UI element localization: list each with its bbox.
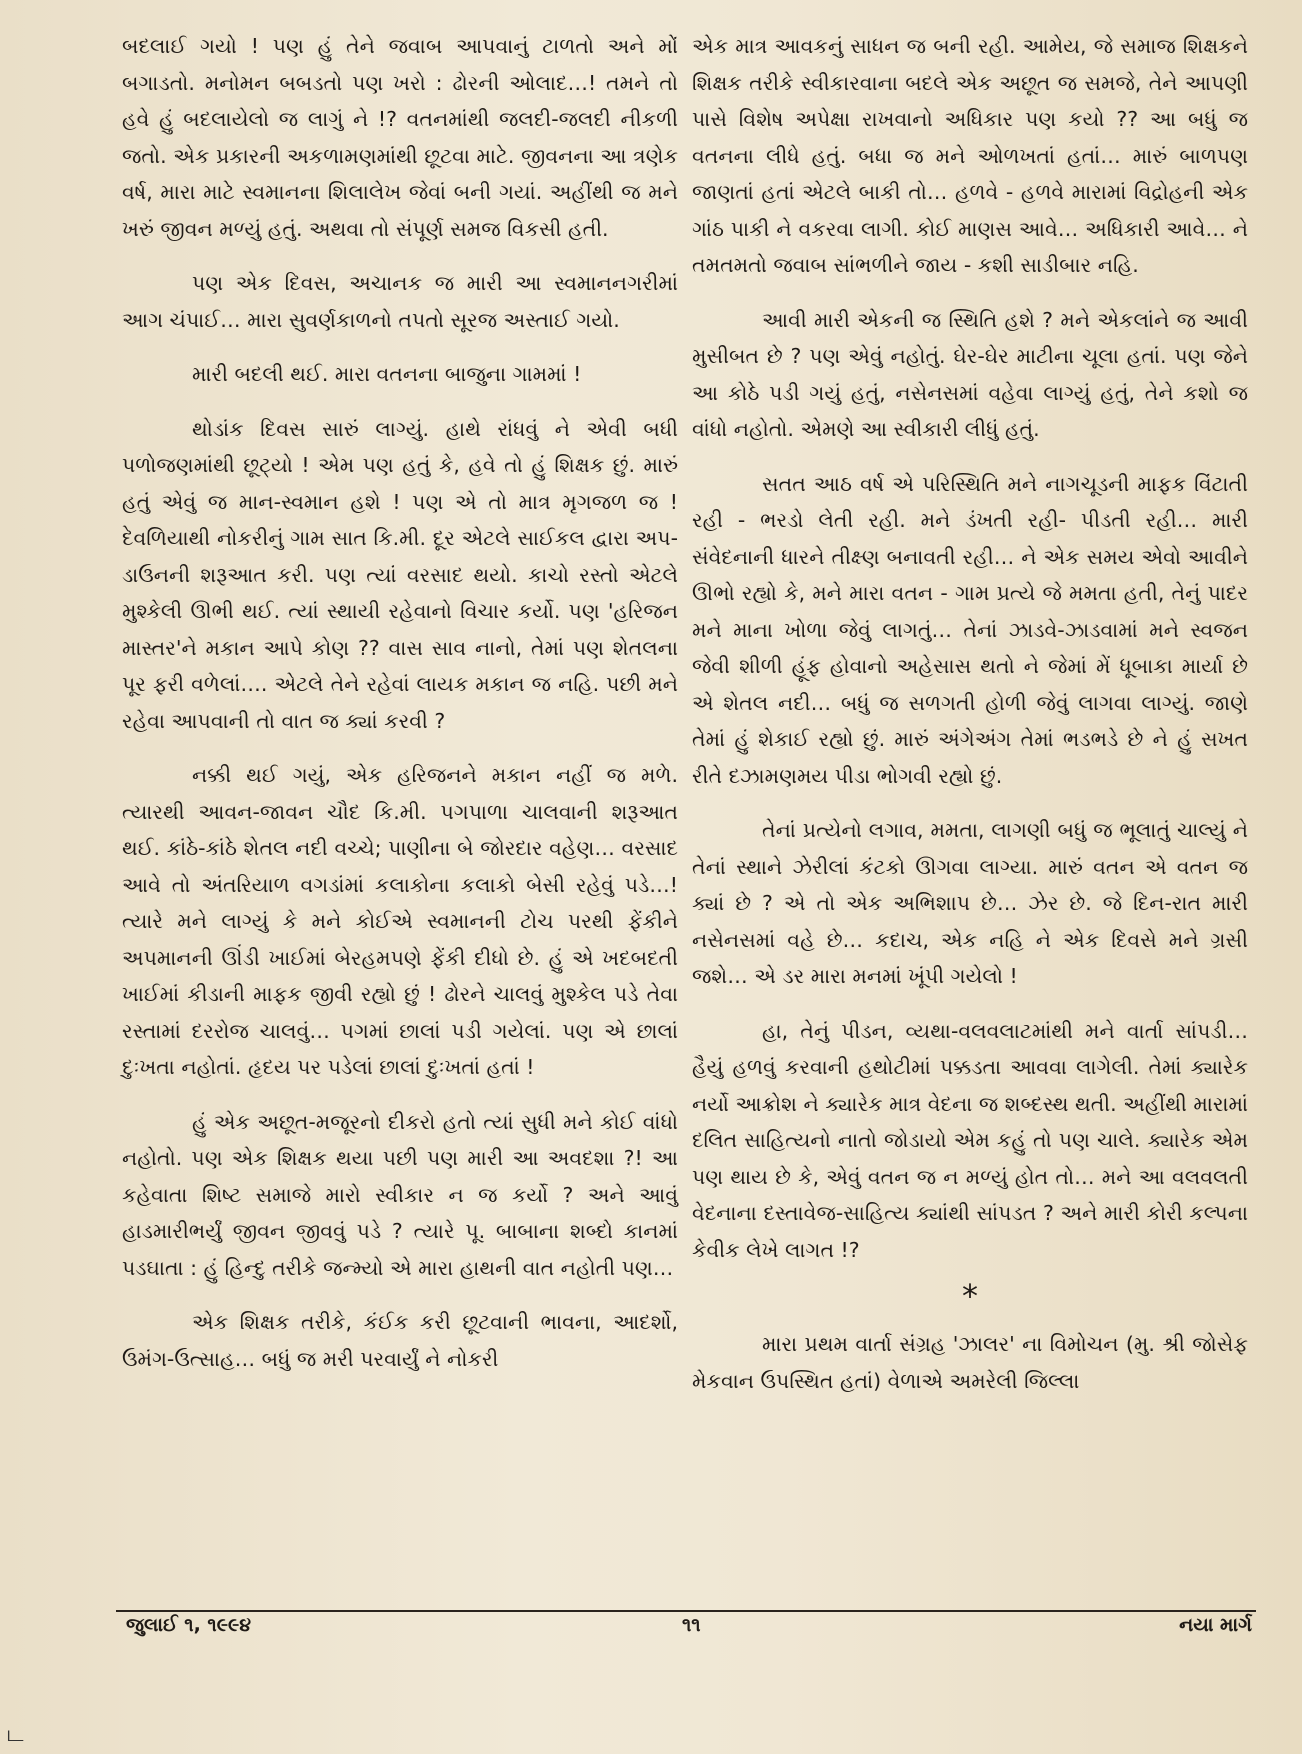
section-break-asterisk: * (962, 1277, 978, 1315)
paragraph: નક્કી થઈ ગયું, એક હરિજનને મકાન નહીં જ મળે. ત્યારથી આવન-જાવન ચૌદ કિ.મી. પગપાળા ચાલવાની શરૂઆત થઈ. કાંઠે-કાંઠે શેતલ નદી વચ્ચે; પાણીના બે જોરદાર વહેણ… વરસાદ આવે તો અંતરિયાળ વગડાંમાં કલાકોના કલાકો બેસી રહેવું પડે…! ત્યારે મને લાગ્યું કે મને કોઈએ સ્વમાનની ટોચ પરથી ફેંકીને અપમાનની ઊંડી ખાઈમાં બેરહમપણે ફેંકી દીધો છે. હું એ ખદબદતી ખાઈમાં કીડાની માફક જીવી રહ્યો છું ! ઢોરને ચાલવું મુશ્કેલ પડે તેવા રસ્તામાં દરરોજ ચાલવું… પગમાં છાલાં પડી ગયેલાં. પણ એ છાલાં દુઃખતા નહોતાં. હૃદય પર પડેલાં છાલાં દુઃખતાં હતાં ! (122, 763, 678, 1079)
publication-name: નયા માર્ગ (1179, 1614, 1252, 1636)
paragraph: તેનાં પ્રત્યેનો લગાવ, મમતા, લાગણી બધું જ ભૂલાતું ચાલ્યું ને તેનાં સ્થાને ઝેરીલાં કંટકો ઊગવા લાગ્યા. મારું વતન એ વતન જ ક્યાં છે ? એ તો એક અભિશાપ છે… ઝેર છે. જે દિન-રાત મારી નસેનસમાં વહે છે… કદાચ, એક નહિ ને એક દિવસે મને ગ્રસી જશે… એ ડર મારા મનમાં ખૂંપી ગયેલો ! (692, 818, 1248, 988)
page-footer (122, 1614, 1252, 1644)
edge-mark: ட (6, 1722, 24, 1747)
paragraph: પણ એક દિવસ, અચાનક જ મારી આ સ્વમાનનગરીમાં આગ ચંપાઈ… મારા સુવર્ણકાળનો તપતો સૂરજ અસ્તાઈ ગયો. (122, 271, 678, 332)
paragraph: આવી મારી એકની જ સ્થિતિ હશે ? મને એકલાંને જ આવી મુસીબત છે ? પણ એવું નહોતું. ઘેર-ઘેર માટીના ચૂલા હતાં. પણ જેને આ કોઠે પડી ગયું હતું, નસેનસમાં વહેવા લાગ્યું હતું, તેને કશો જ વાંધો નહોતો. એમણે આ સ્વીકારી લીધું હતું. (692, 307, 1248, 441)
paragraph: એક શિક્ષક તરીકે, કંઈક કરી છૂટવાની ભાવના, આદર્શો, ઉમંગ-ઉત્સાહ… બધું જ મરી પરવાર્યું ને નોકરી (122, 1310, 678, 1371)
paragraph: બદલાઈ ગયો ! પણ હું તેને જવાબ આપવાનું ટાળતો અને મોં બગાડતો. મનોમન બબડતો પણ ખરો : ઢોરની ઓલાદ…! તમને તો હવે હું બદલાયેલો જ લાગું ને !? વતનમાંથી જલદી-જલદી નીકળી જતો. એક પ્રકારની અકળામણમાંથી છૂટવા માટે. જીવનના આ ત્રણેક વર્ષ, મારા માટે સ્વમાનના શિલાલેખ જેવાં બની ગયાં. અહીંથી જ મને ખરું જીવન મળ્યું હતું. અથવા તો સંપૂર્ણ સમજ વિકસી હતી. (122, 34, 678, 241)
footer-divider (116, 1610, 1256, 1612)
paragraph: મારી બદલી થઈ. મારા વતનના બાજુના ગામમાં ! (192, 362, 582, 386)
right-column (692, 28, 1248, 1399)
paragraph: એક માત્ર આવકનું સાધન જ બની રહી. આમેય, જે સમાજ શિક્ષકને શિક્ષક તરીકે સ્વીકારવાના બદલે એક અછૂત જ સમજે, તેને આપણી પાસે વિશેષ અપેક્ષા રાખવાનો અધિકાર પણ કયો ?? આ બધું જ વતનના લીધે હતું. બધા જ મને ઓળખતાં હતાં… મારું બાળપણ જાણતાં હતાં એટલે બાકી તો… હળવે - હળવે મારામાં વિદ્રોહની એક ગાંઠ પાકી ને વકરવા લાગી. કોઈ માણસ આવે… અધિકારી આવે… ને તમતમતો જવાબ સાંભળીને જાય - કશી સાડીબાર નહિ. (692, 34, 1248, 277)
paragraph: હું એક અછૂત-મજૂરનો દીકરો હતો ત્યાં સુધી મને કોઈ વાંધો નહોતો. પણ એક શિક્ષક થયા પછી પણ મારી આ અવદશા ?! આ કહેવાતા શિષ્ટ સમાજે મારો સ્વીકાર ન જ કર્યો ? અને આવું હાડમારીભર્યું જીવન જીવવું પડે ? ત્યારે પૂ. બાબાના શબ્દો કાનમાં પડઘાતા : હું હિન્દુ તરીકે જન્મ્યો એ મારા હાથની વાત નહોતી પણ… (122, 1109, 678, 1280)
left-column (122, 28, 678, 1377)
paragraph: થોડાંક દિવસ સારું લાગ્યું. હાથે રાંધવું ને એવી બધી પળોજણમાંથી છૂટ્યો ! એમ પણ હતું કે, હવે તો હું શિક્ષક છું. મારું હતું એવું જ માન-સ્વમાન હશે ! પણ એ તો માત્ર મૃગજળ જ ! દેવળિયાથી નોકરીનું ગામ સાત કિ.મી. દૂર એટલે સાઈકલ દ્વારા અપ-ડાઉનની શરૂઆત કરી. પણ ત્યાં વરસાદ થયો. કાચો રસ્તો એટલે મુશ્કેલી ઊભી થઈ. ત્યાં સ્થાયી રહેવાનો વિચાર કર્યો. પણ 'હરિજન માસ્તર'ને મકાન આપે કોણ ?? વાસ સાવ નાનો, તેમાં પણ શેતલના પૂર ફરી વળેલાં…. એટલે તેને રહેવાં લાયક મકાન જ નહિ. પછી મને રહેવા આપવાની તો વાત જ ક્યાં કરવી ? (122, 416, 678, 733)
paragraph: મારા પ્રથમ વાર્તા સંગ્રહ 'ઝાલર' ના વિમોચન (મુ. શ્રી જોસેફ મેકવાન ઉપસ્થિત હતાં) વેળાએ અમરેલી જિલ્લા (692, 1332, 1248, 1393)
footer-date: જુલાઈ ૧, ૧૯૯૪ (126, 1614, 252, 1636)
paragraph: સતત આઠ વર્ષ એ પરિસ્થિતિ મને નાગચૂડની માફક વિંટાતી રહી - ભરડો લેતી રહી. મને ડંખતી રહી- પીડતી રહી… મારી સંવેદનાની ધારને તીક્ષ્ણ બનાવતી રહી… ને એક સમય એવો આવીને ઊભો રહ્યો કે, મને મારા વતન - ગામ પ્રત્યે જે મમતા હતી, તેનું પાદર મને માના ખોળા જેવું લાગતું… તેનાં ઝાડવે-ઝાડવામાં મને સ્વજન જેવી શીળી હૂંફ હોવાનો અહેસાસ થતો ને જેમાં મેં ધૂબાકા માર્યા છે એ શેતલ નદી… બધું જ સળગતી હોળી જેવું લાગવા લાગ્યું. જાણે તેમાં હું શેકાઈ રહ્યો છું. મારું અંગેઅંગ તેમાં ભડભડે છે ને હું સખત રીતે દઝામણમય પીડા ભોગવી રહ્યો છું. (692, 471, 1248, 788)
paragraph: હા, તેનું પીડન, વ્યથા-વલવલાટમાંથી મને વાર્તા સાંપડી… હૈયું હળવું કરવાની હથોટીમાં પક્કડતા આવવા લાગેલી. તેમાં ક્યારેક નર્યો આક્રોશ ને ક્યારેક માત્ર વેદના જ શબ્દસ્થ થતી. અહીંથી મારામાં દલિત સાહિત્યનો નાતો જોડાયો એમ કહું તો પણ ચાલે. ક્યારેક એમ પણ થાય છે કે, એવું વતન જ ન મળ્યું હોત તો… મને આ વલવલતી વેદનાના દસ્તાવેજ-સાહિત્ય ક્યાંથી સાંપડત ? અને મારી કોરી કલ્પના કેવીક લેખે લાગત !? (692, 1018, 1248, 1262)
page-number: ૧૧ (682, 1614, 701, 1636)
